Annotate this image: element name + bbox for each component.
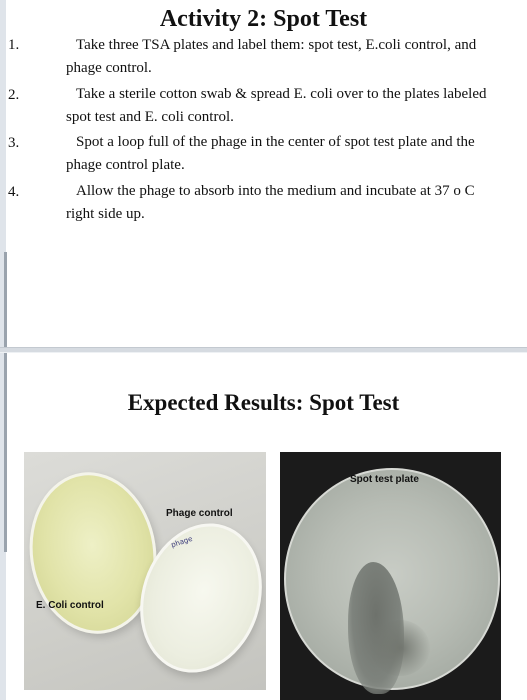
step-text-1: Take three TSA plates and label them: spot test, E.coli control, and phage control.	[66, 37, 477, 76]
spot-test-label: Spot test plate	[350, 474, 419, 485]
spot-test-plate	[284, 468, 500, 690]
ecoli-control-label: E. Coli control	[36, 600, 104, 611]
step-number: 2.	[8, 87, 20, 103]
step-number: 3.	[8, 135, 20, 151]
phage-plaque	[370, 620, 430, 676]
control-plates-photo	[24, 452, 266, 690]
spot-test-photo	[280, 452, 501, 700]
step-text	[66, 131, 506, 177]
step-text	[66, 83, 506, 129]
step-text-4: Allow the phage to absorb into the medium and incubate at 37 o C right side up.	[66, 183, 475, 222]
plate-handwriting: phage	[170, 534, 194, 550]
section-divider	[0, 347, 527, 353]
results-title: Expected Results: Spot Test	[127, 390, 400, 415]
phage-control-label: Phage control	[166, 508, 233, 519]
activity-title: Activity 2: Spot Test	[159, 6, 368, 32]
step-text	[66, 34, 506, 80]
step-text	[66, 180, 506, 226]
step-number: 4.	[8, 184, 20, 200]
step-text-3: Spot a loop full of the phage in the center of spot test plate and the phage control plate.	[66, 134, 475, 173]
step-number: 1.	[8, 37, 20, 53]
step-text-2: Take a sterile cotton swab & spread E. coli over to the plates labeled spot test and E. coli control.	[66, 86, 487, 125]
